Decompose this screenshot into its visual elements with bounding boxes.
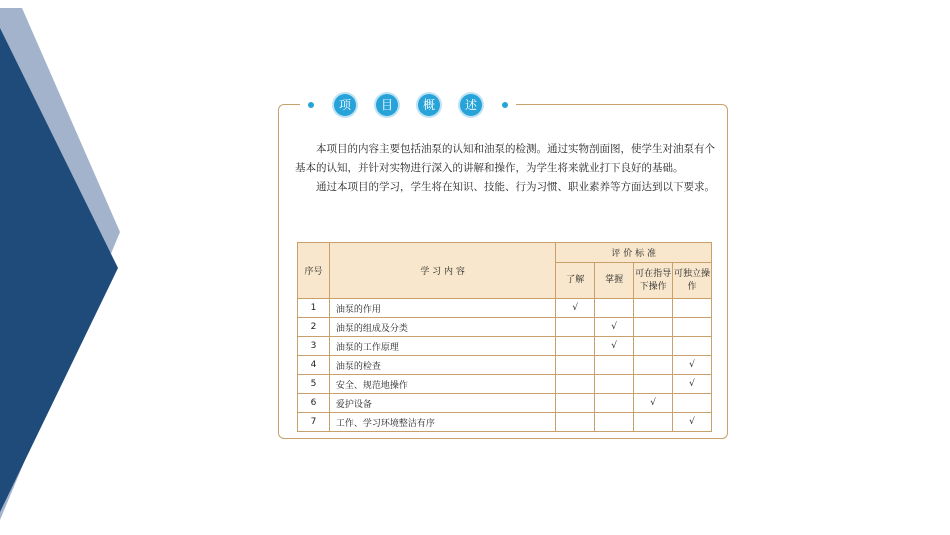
- row-level-cell: [556, 413, 595, 432]
- row-level-cell: [634, 413, 673, 432]
- row-level-cell: [595, 375, 634, 394]
- row-content: 油泵的检查: [329, 356, 555, 375]
- panel-title: [300, 92, 516, 118]
- title-char: 目: [376, 94, 398, 116]
- intro-paragraph-1: 本项目的内容主要包括油泵的认知和油泵的检测。通过实物剖面图，使学生对油泵有个基本的认知，并针对实物进行深入的讲解和操作，为学生将来就业打下良好的基础。: [295, 143, 715, 174]
- table-row: [298, 413, 712, 432]
- header-level-independent: 可独立操作: [673, 263, 712, 299]
- row-level-cell: [673, 337, 712, 356]
- row-content: 安全、规范地操作: [329, 375, 555, 394]
- row-index: 6: [298, 394, 330, 413]
- table-row: [298, 337, 712, 356]
- row-level-cell: [673, 299, 712, 318]
- row-index: 7: [298, 413, 330, 432]
- row-content: 油泵的组成及分类: [329, 318, 555, 337]
- left-chevron-decoration: [0, 0, 130, 535]
- row-level-cell: [595, 394, 634, 413]
- table-body: [298, 299, 712, 432]
- row-level-cell: [673, 318, 712, 337]
- row-level-cell: √: [673, 413, 712, 432]
- title-dot-right: [502, 102, 508, 108]
- header-content: 学 习 内 容: [329, 243, 555, 299]
- row-level-cell: [673, 394, 712, 413]
- header-level-understand: 了解: [556, 263, 595, 299]
- row-level-cell: [556, 356, 595, 375]
- row-level-cell: √: [634, 394, 673, 413]
- title-char: 项: [334, 94, 356, 116]
- row-level-cell: [634, 337, 673, 356]
- row-level-cell: √: [673, 375, 712, 394]
- row-level-cell: [595, 413, 634, 432]
- row-content: 工作、学习环境整洁有序: [329, 413, 555, 432]
- title-char: 概: [418, 94, 440, 116]
- row-index: 5: [298, 375, 330, 394]
- row-level-cell: [634, 356, 673, 375]
- header-evaluation: 评 价 标 准: [556, 243, 712, 263]
- row-level-cell: [556, 318, 595, 337]
- header-index: 序号: [298, 243, 330, 299]
- row-level-cell: [595, 299, 634, 318]
- row-level-cell: [556, 337, 595, 356]
- row-level-cell: √: [673, 356, 712, 375]
- row-index: 4: [298, 356, 330, 375]
- row-index: 3: [298, 337, 330, 356]
- row-content: 油泵的工作原理: [329, 337, 555, 356]
- row-level-cell: √: [595, 337, 634, 356]
- row-level-cell: [556, 394, 595, 413]
- row-level-cell: [634, 299, 673, 318]
- table-row: [298, 299, 712, 318]
- title-char: 述: [460, 94, 482, 116]
- table-row: [298, 356, 712, 375]
- table-row: [298, 318, 712, 337]
- row-level-cell: √: [595, 318, 634, 337]
- row-level-cell: [595, 356, 634, 375]
- row-level-cell: [634, 375, 673, 394]
- header-level-guided: 可在指导下操作: [634, 263, 673, 299]
- title-dot-left: [308, 102, 314, 108]
- row-level-cell: [634, 318, 673, 337]
- row-content: 爱护设备: [329, 394, 555, 413]
- intro-text: [295, 140, 715, 197]
- row-level-cell: [556, 375, 595, 394]
- row-content: 油泵的作用: [329, 299, 555, 318]
- row-index: 1: [298, 299, 330, 318]
- intro-paragraph-2: 通过本项目的学习，学生将在知识、技能、行为习惯、职业素养等方面达到以下要求。: [316, 181, 715, 193]
- table-row: [298, 394, 712, 413]
- row-level-cell: √: [556, 299, 595, 318]
- row-index: 2: [298, 318, 330, 337]
- table-row: [298, 375, 712, 394]
- learning-requirements-table: [297, 242, 712, 432]
- header-level-master: 掌握: [595, 263, 634, 299]
